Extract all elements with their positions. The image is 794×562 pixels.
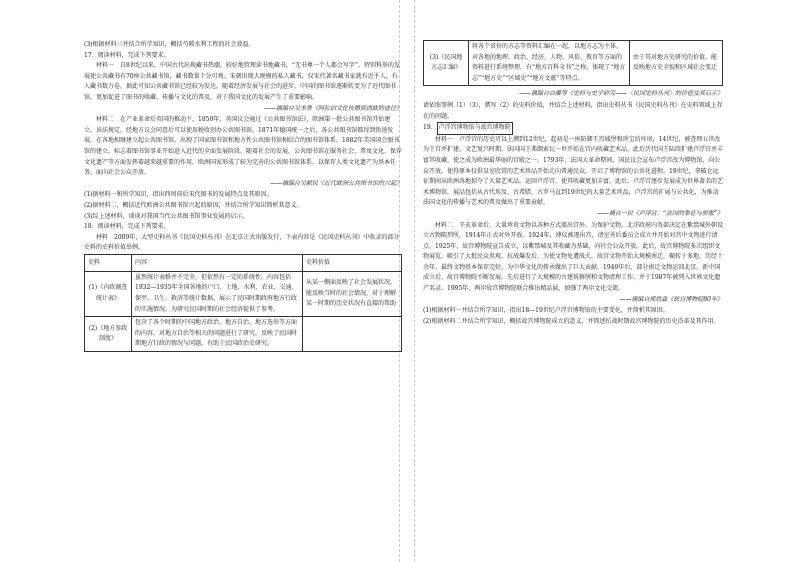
q17-sub-3: (3)综上述材料，谈谈对我国当代公共图书馆事业发展的启示。 bbox=[84, 212, 249, 220]
table-cell-value: 由于其对地方史研究的价值，能反映地方史全貌和区域社会变迁 bbox=[630, 41, 723, 86]
q17-material-1: 材料一 自8世纪以来，中国古代出现藏书热潮，较好地管理读书地藏书，“无书尊一个人都会写字”。特别科举的发展使公共藏书有70座公共藏书馆，藏书数量十分可观。宋朝出现大规模的私人藏书，仅宋代著名藏书家就有近千人，有人藏书数万卷，据此可知公共藏书馆已经较为发达。随着经济发展与社会的进步，中国的图书馆逐渐转变为了近代图书馆，更加促进了图书的收藏、传播与文化的普及，对于我国文化的发展产生了重要影响。 bbox=[84, 62, 400, 101]
question-19-header bbox=[423, 122, 723, 135]
table-cell-content: 将各个省份的方志等资料汇编在一起，以地方志为主体，对各地的地理、政治、经济、人物、风俗、教育等方面的资料进行系统整理，有“地方百科全书”之称，体现了“地方志”“地方史”“区域史”“地方文献”等特点。 bbox=[469, 41, 630, 86]
table-header-source: 史料 bbox=[85, 254, 132, 271]
q18-task: 请依照事例（1）（3），撰写（2）的史料价值，并结合上述材料，指出史料丛书《民国史料丛刊》在史料领域上存在的问题。 bbox=[423, 101, 723, 120]
q19-material-1-source: ——摘自一民《卢浮宫：“法国的象征与骄傲”》 bbox=[596, 209, 723, 217]
table-cell-content: 包含了各个时期的中国地方政治、地方自治、地方选举等方面的内容，对地方自治等相关的问题进行了研究，反映了民国时期地方行政的情况与问题，有助于民国政治史研究。 bbox=[132, 317, 303, 352]
q18-material: 材料 2009年，大型史料丛书《民国史料丛刊》在北京正式出版发行，下表内容是《民国史料丛刊》中收录的部分史料的史料价值举例。 bbox=[84, 233, 400, 252]
question-18-header: 18．阅读材料，完成下列要求。 bbox=[84, 223, 170, 231]
table-cell-content: 虽然统计表格并不完全，但依然有一定的系统性。内容包括1932—1935年全国各地的户口、土地、水利、农业、交通、保甲、卫生、救济等统计数据，展示了民国时期政府地方行政的实施情况，为研究民国时期的社会经济提供了参考。 bbox=[132, 271, 303, 316]
q19-material-2-source: ——摘编自郑欣淼《故宫博物院80年》 bbox=[619, 295, 723, 303]
table-cell-source: (3)《民国地方志汇编》 bbox=[424, 41, 469, 86]
q17-material-2: 材料二 在产业革命后英国的推动下，1850年，英国议会通过《公共图书馆法》，欧洲第一批公共图书馆开始建立。该法规定，经地方议会同意后可以使用税收创办公共图书馆。1871年德国统一之后，各公共图书馆都得到快速发展，在各地相继建立起公共图书馆，出现了国家图书馆和地方性公共图书馆相结合的图书馆体系。1882年美国国会图书馆的建立，标志着图书馆事业开始进入近代的全面发展阶段。随着社会的发展，公共图书馆在服务社会、普及文化、保存文化遗产等方面发挥着越来越重要的作用，欧洲国家形成了较为完善的公共图书馆体系，以保存人类文化遗产为基本任务，面向社会公众开放。 bbox=[84, 116, 403, 177]
q17-material-2-source: ——摘编自吴献民《近代欧洲公共图书馆的兴起》 bbox=[269, 179, 402, 187]
table-header-row bbox=[85, 254, 402, 271]
question-19-topic-tag: 卢浮宫博物馆与故宫博物院 bbox=[437, 122, 513, 135]
right-column bbox=[423, 40, 723, 327]
q19-material-1: 材料一 卢浮宫的历史可以上溯到12世纪，起初是一座防御王宫城堡和珍宝的库房，14世纪，被查理五世改为王宫并扩建。文艺复兴时期，法国国王弗朗索瓦一世开始在宫内收藏艺术品，此后历代国王陆续扩建卢浮宫并丰富其收藏，使之成为欧洲最华丽的宫殿之一。1793年，法国大革命期间，国民议会宣布卢浮宫改为博物馆，向公众开放，使得原本仅供皇室欣赏的艺术珍品开始走向普通民众，开启了博物馆的公共化进程。19世纪，拿破仑远征期间从欧洲各地掠夺了大量艺术品，运回卢浮宫，使其收藏更加丰富。此后，卢浮宫逐步发展成为世界著名的艺术博物馆，展品包括从古代埃及、古希腊、古罗马直到19世纪的大量艺术珍品，卢浮宫的扩展与公共化，为推动法国文化的传播与艺术的普及做出了重要贡献。 bbox=[423, 135, 724, 207]
table-cell-value-blank bbox=[303, 317, 402, 352]
table-row bbox=[424, 41, 723, 86]
q18-material-source: ——摘编自白雁等《史料与史学研究——〈民国史料丛刊〉的价值及其启示》 bbox=[518, 90, 723, 98]
q19-sub-2: (2)根据材料二并结合所学知识，概括故宫博物院成立的意义，并简述抗战时期故宫博物院的历史沿革及其作用。 bbox=[423, 317, 720, 325]
table-cell-source: (2)《地方参政制度》 bbox=[85, 317, 132, 352]
q19-sub-1: (1)根据材料一并结合所学知识，指出18—19世纪卢浮宫博物馆的主要变化，并简析其原因。 bbox=[423, 307, 669, 315]
source-value-table bbox=[84, 254, 402, 352]
q19-material-2: 材料二 辛亥革命后，大量珍贵文物以各种方式流出宫外。为保护文物，北洋政府内务部决定在紫禁城外朝设立古物陈列所，1914年正式对外开放。1924年，溥仪被逐出宫，清室善后委员会成立并开始对宫中文物进行清点。1925年，故宫博物院宣告成立，以紫禁城及其收藏为基础，向社会公众开放。此后，故宫博物院多次组织文物展览，吸引了大批民众参观。抗战爆发后，为使文物免遭战火，故宫文物开始大规模南迁，辗转于多地，历经十余年，最终文物基本保存完好，为中华文化的传承做出了巨大贡献。1949年后，部分南迁文物运回北京。新中国成立后，故宫博物院不断发展，先后进行了大规模的古建筑修缮和文物清理工作，并于1987年被列入世界文化遗产名录。1995年，两岸故宫博物院联合推出精品展，加强了两岸文化交流。 bbox=[423, 221, 724, 293]
table-row bbox=[85, 271, 402, 316]
question-17-header: 17．阅读材料，完成下列要求。 bbox=[84, 51, 170, 59]
table-cell-value: 从某一侧面反映了社会发展状况，能反映当时的社会情况，对于理解某一时期的历史状况有直接的帮助 bbox=[303, 271, 402, 316]
q17-sub-2: (2)据材料二，概括近代欧洲公共图书馆兴起的原因，并结合所学知识简析其意义。 bbox=[84, 201, 303, 209]
left-column bbox=[84, 40, 402, 352]
table-row bbox=[85, 317, 402, 352]
q17-material-1-source: ——摘编自吴本鲁《阿拉伯文化传播到西欧的途径》 bbox=[263, 104, 402, 112]
q17-sub-1: (1)据材料一和所学知识，指出西周前后宋代图书的发展特点及其原因。 bbox=[84, 191, 273, 199]
question-19-number: 19． bbox=[423, 124, 437, 132]
table-cell-source: (1)《内政调查统计表》 bbox=[85, 271, 132, 316]
question-16-part-3: (3)根据材料三并结合所学知识，概括芍陂水利工程的社会效益。 bbox=[84, 41, 255, 48]
table-header-value: 史料价值 bbox=[303, 254, 402, 271]
table-header-content: 内容 bbox=[132, 254, 303, 271]
source-value-table-continued bbox=[423, 40, 723, 86]
